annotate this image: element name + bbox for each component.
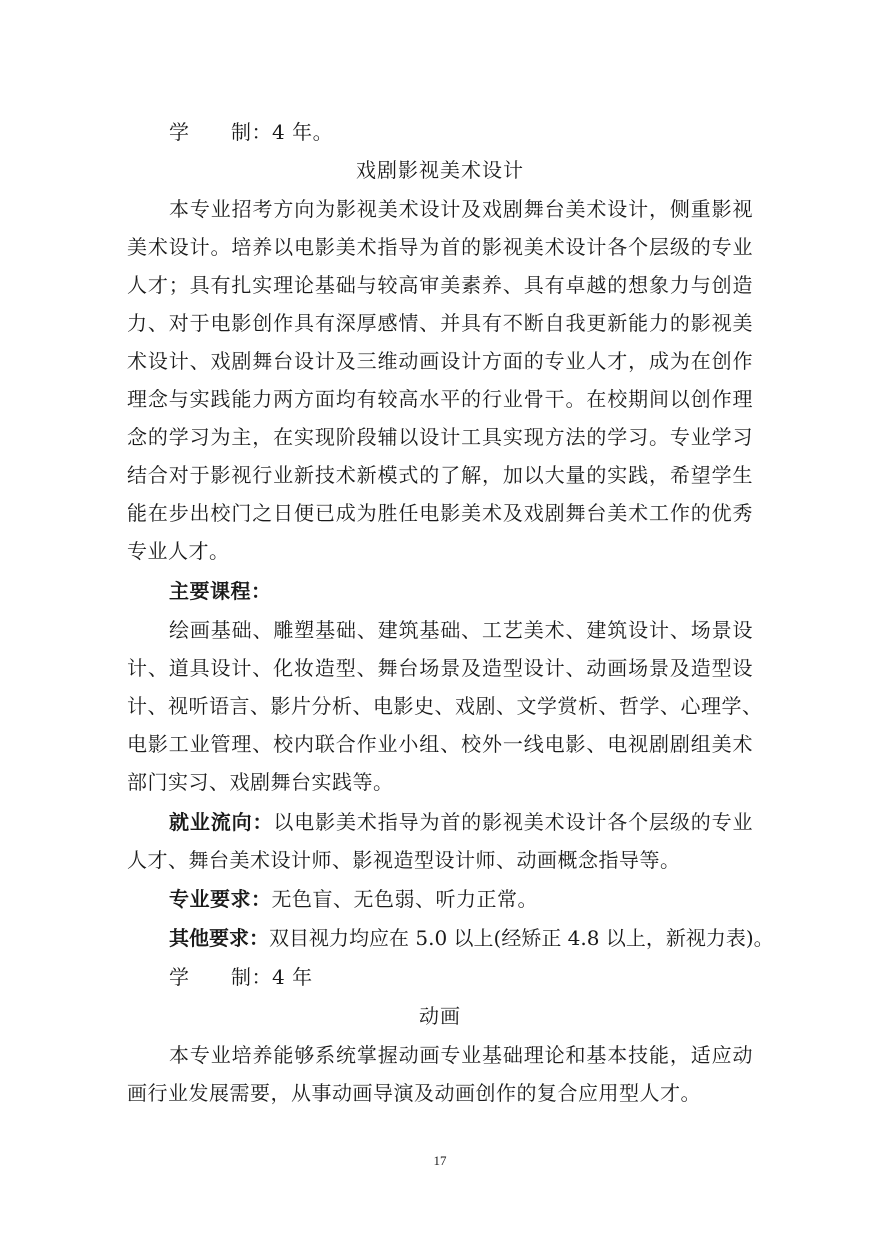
career-line	[169, 809, 753, 835]
intro-line: 人才；具有扎实理论基础与较高审美素养、具有卓越的想象力与创造	[127, 273, 753, 297]
major-requirement-value: 无色盲、无色弱、听力正常。	[271, 887, 538, 911]
career-line: 人才、舞台美术设计师、影视造型设计师、动画概念指导等。	[127, 848, 681, 872]
major-requirement-label: 专业要求：	[169, 887, 272, 911]
duration-label-a: 学	[169, 120, 190, 144]
duration-label-b: 制：	[231, 120, 272, 144]
duration-label-a: 学	[169, 965, 190, 989]
page-number: 17	[433, 1153, 447, 1168]
intro-line: 力、对于电影创作具有深厚感情、并具有不断自我更新能力的影视美	[127, 311, 753, 335]
intro-line: 能在步出校门之日便已成为胜任电影美术及戏剧舞台美术工作的优秀	[127, 501, 753, 525]
career-label: 就业流向：	[169, 810, 274, 834]
animation-intro-line: 本专业培养能够系统掌握动画专业基础理论和基本技能，适应动	[169, 1043, 753, 1067]
other-requirement-label: 其他要求：	[169, 926, 269, 950]
animation-intro-line: 画行业发展需要，从事动画导演及动画创作的复合应用型人才。	[127, 1081, 701, 1105]
duration-value: 4 年	[272, 965, 313, 989]
courses-line: 计、道具设计、化妆造型、舞台场景及造型设计、动画场景及造型设	[127, 656, 753, 680]
duration-line-top	[169, 119, 753, 145]
intro-line: 念的学习为主，在实现阶段辅以设计工具实现方法的学习。专业学习	[127, 425, 753, 449]
courses-line: 部门实习、戏剧舞台实践等。	[127, 770, 394, 794]
other-requirement-line	[169, 925, 774, 951]
duration-line	[169, 964, 753, 990]
duration-label-b: 制：	[231, 965, 272, 989]
major-requirement-line	[169, 886, 753, 912]
intro-line: 美术设计。培养以电影美术指导为首的影视美术设计各个层级的专业	[127, 235, 753, 259]
intro-line: 专业人才。	[127, 539, 230, 563]
other-requirement-value: 双目视力均应在 5.0 以上(经矫正 4.8 以上，新视力表)。	[269, 926, 774, 950]
courses-line: 绘画基础、雕塑基础、建筑基础、工艺美术、建筑设计、场景设	[169, 618, 753, 642]
intro-line: 本专业招考方向为影视美术设计及戏剧舞台美术设计，侧重影视	[169, 197, 753, 221]
duration-value: 4 年。	[272, 120, 334, 144]
courses-label: 主要课程：	[169, 579, 272, 603]
section-title-animation: 动画	[419, 1004, 461, 1028]
courses-line: 计、视听语言、影片分析、电影史、戏剧、文学赏析、哲学、心理学、	[127, 694, 763, 718]
section-title-drama-film-art-design: 戏剧影视美术设计	[356, 158, 524, 182]
courses-line: 电影工业管理、校内联合作业小组、校外一线电影、电视剧剧组美术	[127, 732, 753, 756]
career-text: 以电影美术指导为首的影视美术设计各个层级的专业	[273, 810, 754, 834]
intro-line: 结合对于影视行业新技术新模式的了解，加以大量的实践，希望学生	[127, 463, 753, 487]
intro-line: 术设计、戏剧舞台设计及三维动画设计方面的专业人才，成为在创作	[127, 349, 753, 373]
intro-line: 理念与实践能力两方面均有较高水平的行业骨干。在校期间以创作理	[127, 387, 753, 411]
